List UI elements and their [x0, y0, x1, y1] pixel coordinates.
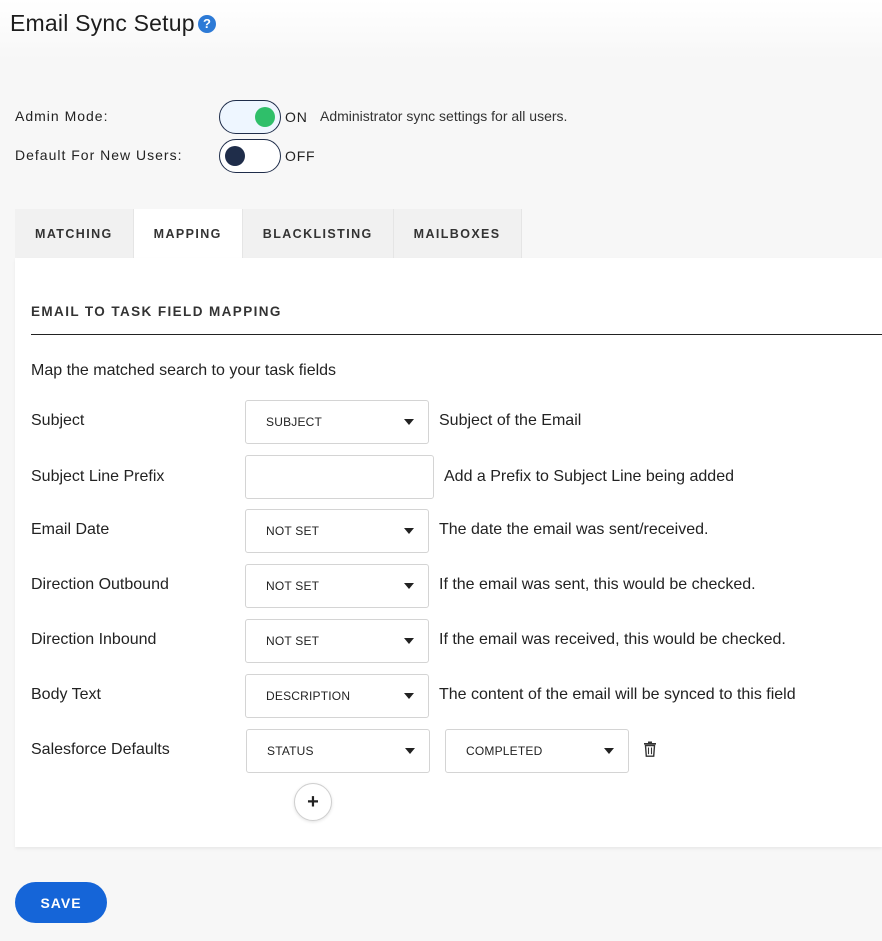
tab-mapping[interactable]: MAPPING: [134, 209, 243, 258]
field-desc-subject-prefix: Add a Prefix to Subject Line being added: [444, 468, 734, 485]
field-label-salesforce-defaults: Salesforce Defaults: [31, 741, 170, 758]
tab-matching[interactable]: MATCHING: [15, 209, 134, 258]
mapping-panel: [15, 258, 882, 847]
body-text-select[interactable]: [245, 674, 429, 718]
select-value: NOT SET: [266, 634, 320, 648]
field-desc-direction-outbound: If the email was sent, this would be checked.: [439, 576, 756, 593]
direction-inbound-select[interactable]: [245, 619, 429, 663]
default-value-select[interactable]: [445, 729, 629, 773]
trash-icon[interactable]: [643, 741, 657, 757]
field-desc-body-text: The content of the email will be synced to this field: [439, 686, 796, 703]
field-label-direction-outbound: Direction Outbound: [31, 576, 169, 593]
add-default-button[interactable]: +: [294, 783, 332, 821]
chevron-down-icon: [405, 748, 415, 754]
field-label-subject-prefix: Subject Line Prefix: [31, 468, 165, 485]
section-divider: [31, 334, 882, 335]
field-label-subject: Subject: [31, 412, 85, 429]
page-title: Email Sync Setup: [10, 10, 195, 36]
chevron-down-icon: [604, 748, 614, 754]
select-value: NOT SET: [266, 579, 320, 593]
select-value: STATUS: [267, 744, 314, 758]
field-label-direction-inbound: Direction Inbound: [31, 631, 157, 648]
field-desc-email-date: The date the email was sent/received.: [439, 521, 709, 538]
mapping-intro: Map the matched search to your task fields: [31, 362, 337, 379]
field-desc-direction-inbound: If the email was received, this would be checked.: [439, 631, 786, 648]
tab-mailboxes[interactable]: MAILBOXES: [394, 209, 522, 258]
save-button[interactable]: SAVE: [15, 882, 107, 923]
email-date-select[interactable]: [245, 509, 429, 553]
chevron-down-icon: [404, 419, 414, 425]
default-new-users-toggle[interactable]: [219, 139, 281, 173]
chevron-down-icon: [404, 693, 414, 699]
toggle-knob: [225, 146, 245, 166]
direction-outbound-select[interactable]: [245, 564, 429, 608]
default-new-users-label: Default For New Users:: [15, 147, 183, 163]
admin-mode-toggle[interactable]: [219, 100, 281, 134]
admin-mode-description: Administrator sync settings for all users.: [320, 108, 568, 124]
select-value: DESCRIPTION: [266, 689, 351, 703]
default-field-select[interactable]: [246, 729, 430, 773]
select-value: SUBJECT: [266, 415, 323, 429]
toggle-knob: [255, 107, 275, 127]
help-icon[interactable]: ?: [198, 15, 216, 33]
admin-mode-label: Admin Mode:: [15, 108, 109, 124]
tab-blacklisting[interactable]: BLACKLISTING: [243, 209, 394, 258]
admin-mode-state: ON: [285, 109, 308, 125]
chevron-down-icon: [404, 528, 414, 534]
tab-bar: [15, 209, 522, 258]
section-title: EMAIL TO TASK FIELD MAPPING: [31, 304, 282, 319]
field-label-email-date: Email Date: [31, 521, 110, 538]
select-value: NOT SET: [266, 524, 320, 538]
field-desc-subject: Subject of the Email: [439, 412, 582, 429]
chevron-down-icon: [404, 583, 414, 589]
select-value: COMPLETED: [466, 744, 543, 758]
default-new-users-state: OFF: [285, 148, 316, 164]
subject-select[interactable]: [245, 400, 429, 444]
field-label-body-text: Body Text: [31, 686, 101, 703]
subject-prefix-input[interactable]: [245, 455, 434, 499]
chevron-down-icon: [404, 638, 414, 644]
